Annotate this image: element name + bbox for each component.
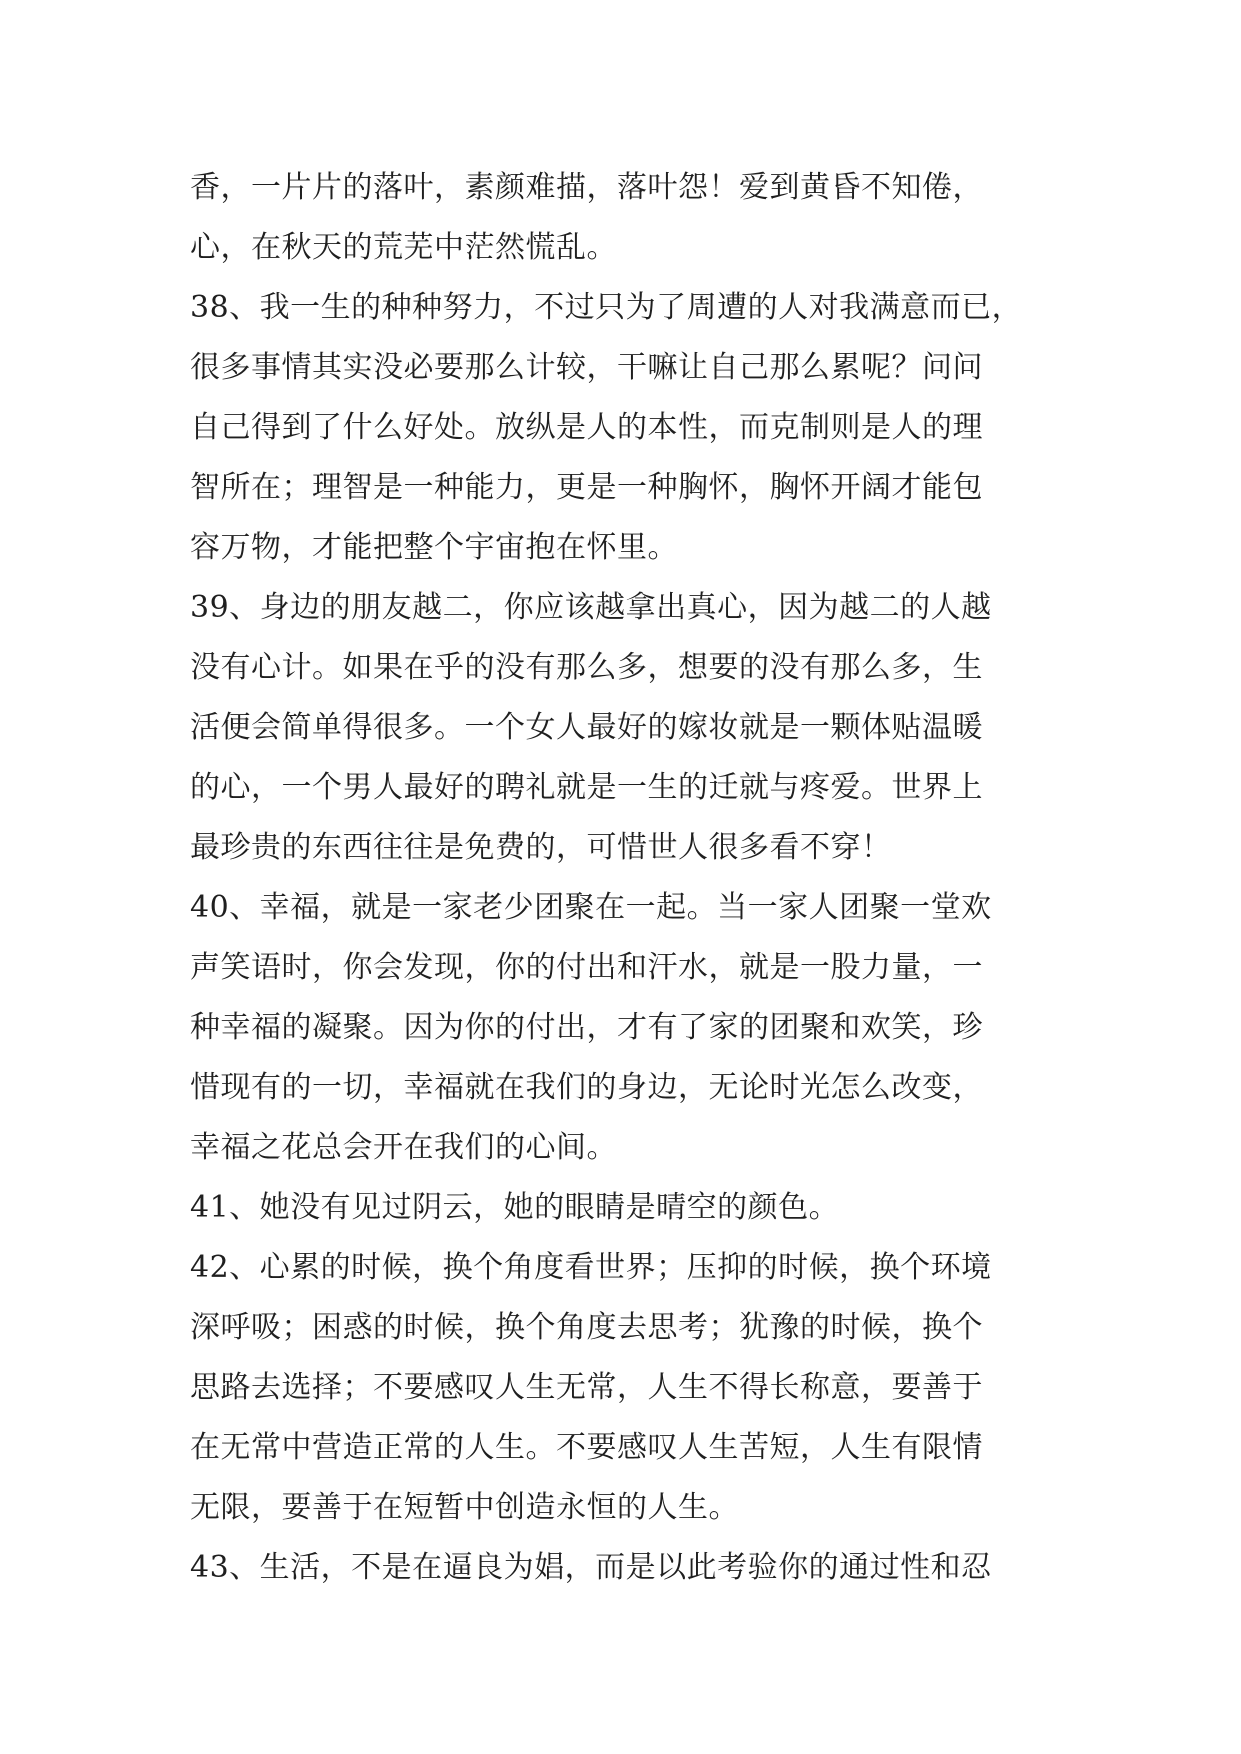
text-line: 容万物，才能把整个宇宙抱在怀里。 <box>190 530 678 565</box>
text-line: 在无常中营造正常的人生。不要感叹人生苦短，人生有限情 <box>190 1430 983 1465</box>
text-line: 智所在；理智是一种能力，更是一种胸怀，胸怀开阔才能包 <box>190 470 983 505</box>
text-line: 很多事情其实没必要那么计较，干嘛让自己那么累呢？问问 <box>190 350 983 385</box>
text-line: 心，在秋天的荒芜中茫然慌乱。 <box>190 230 617 265</box>
text-line: 活便会简单得很多。一个女人最好的嫁妆就是一颗体贴温暖 <box>190 710 983 745</box>
text-line: 深呼吸；困惑的时候，换个角度去思考；犹豫的时候，换个 <box>190 1310 983 1345</box>
text-line: 41、她没有见过阴云，她的眼睛是晴空的颜色。 <box>190 1190 840 1225</box>
text-line: 无限，要善于在短暂中创造永恒的人生。 <box>190 1490 739 1525</box>
text-line: 声笑语时，你会发现，你的付出和汗水，就是一股力量，一 <box>190 950 983 985</box>
text-line: 39、身边的朋友越二，你应该越拿出真心，因为越二的人越 <box>190 590 992 625</box>
text-line: 38、我一生的种种努力，不过只为了周遭的人对我满意而已， <box>190 290 1023 325</box>
text-line: 香，一片片的落叶，素颜难描，落叶怨！爱到黄昏不知倦， <box>190 170 983 205</box>
text-line: 的心，一个男人最好的聘礼就是一生的迁就与疼爱。世界上 <box>190 770 983 805</box>
text-line: 惜现有的一切，幸福就在我们的身边，无论时光怎么改变， <box>190 1070 983 1105</box>
document-body <box>190 158 1070 1598</box>
text-line: 思路去选择；不要感叹人生无常，人生不得长称意，要善于 <box>190 1370 983 1405</box>
text-line: 40、幸福，就是一家老少团聚在一起。当一家人团聚一堂欢 <box>190 890 992 925</box>
text-line: 42、心累的时候，换个角度看世界；压抑的时候，换个环境 <box>190 1250 992 1285</box>
text-line: 幸福之花总会开在我们的心间。 <box>190 1130 617 1165</box>
text-line: 种幸福的凝聚。因为你的付出，才有了家的团聚和欢笑，珍 <box>190 1010 983 1045</box>
text-line: 自己得到了什么好处。放纵是人的本性，而克制则是人的理 <box>190 410 983 445</box>
text-line: 没有心计。如果在乎的没有那么多，想要的没有那么多，生 <box>190 650 983 685</box>
text-line: 43、生活，不是在逼良为娼，而是以此考验你的通过性和忍 <box>190 1550 992 1585</box>
text-line: 最珍贵的东西往往是免费的，可惜世人很多看不穿！ <box>190 830 892 865</box>
